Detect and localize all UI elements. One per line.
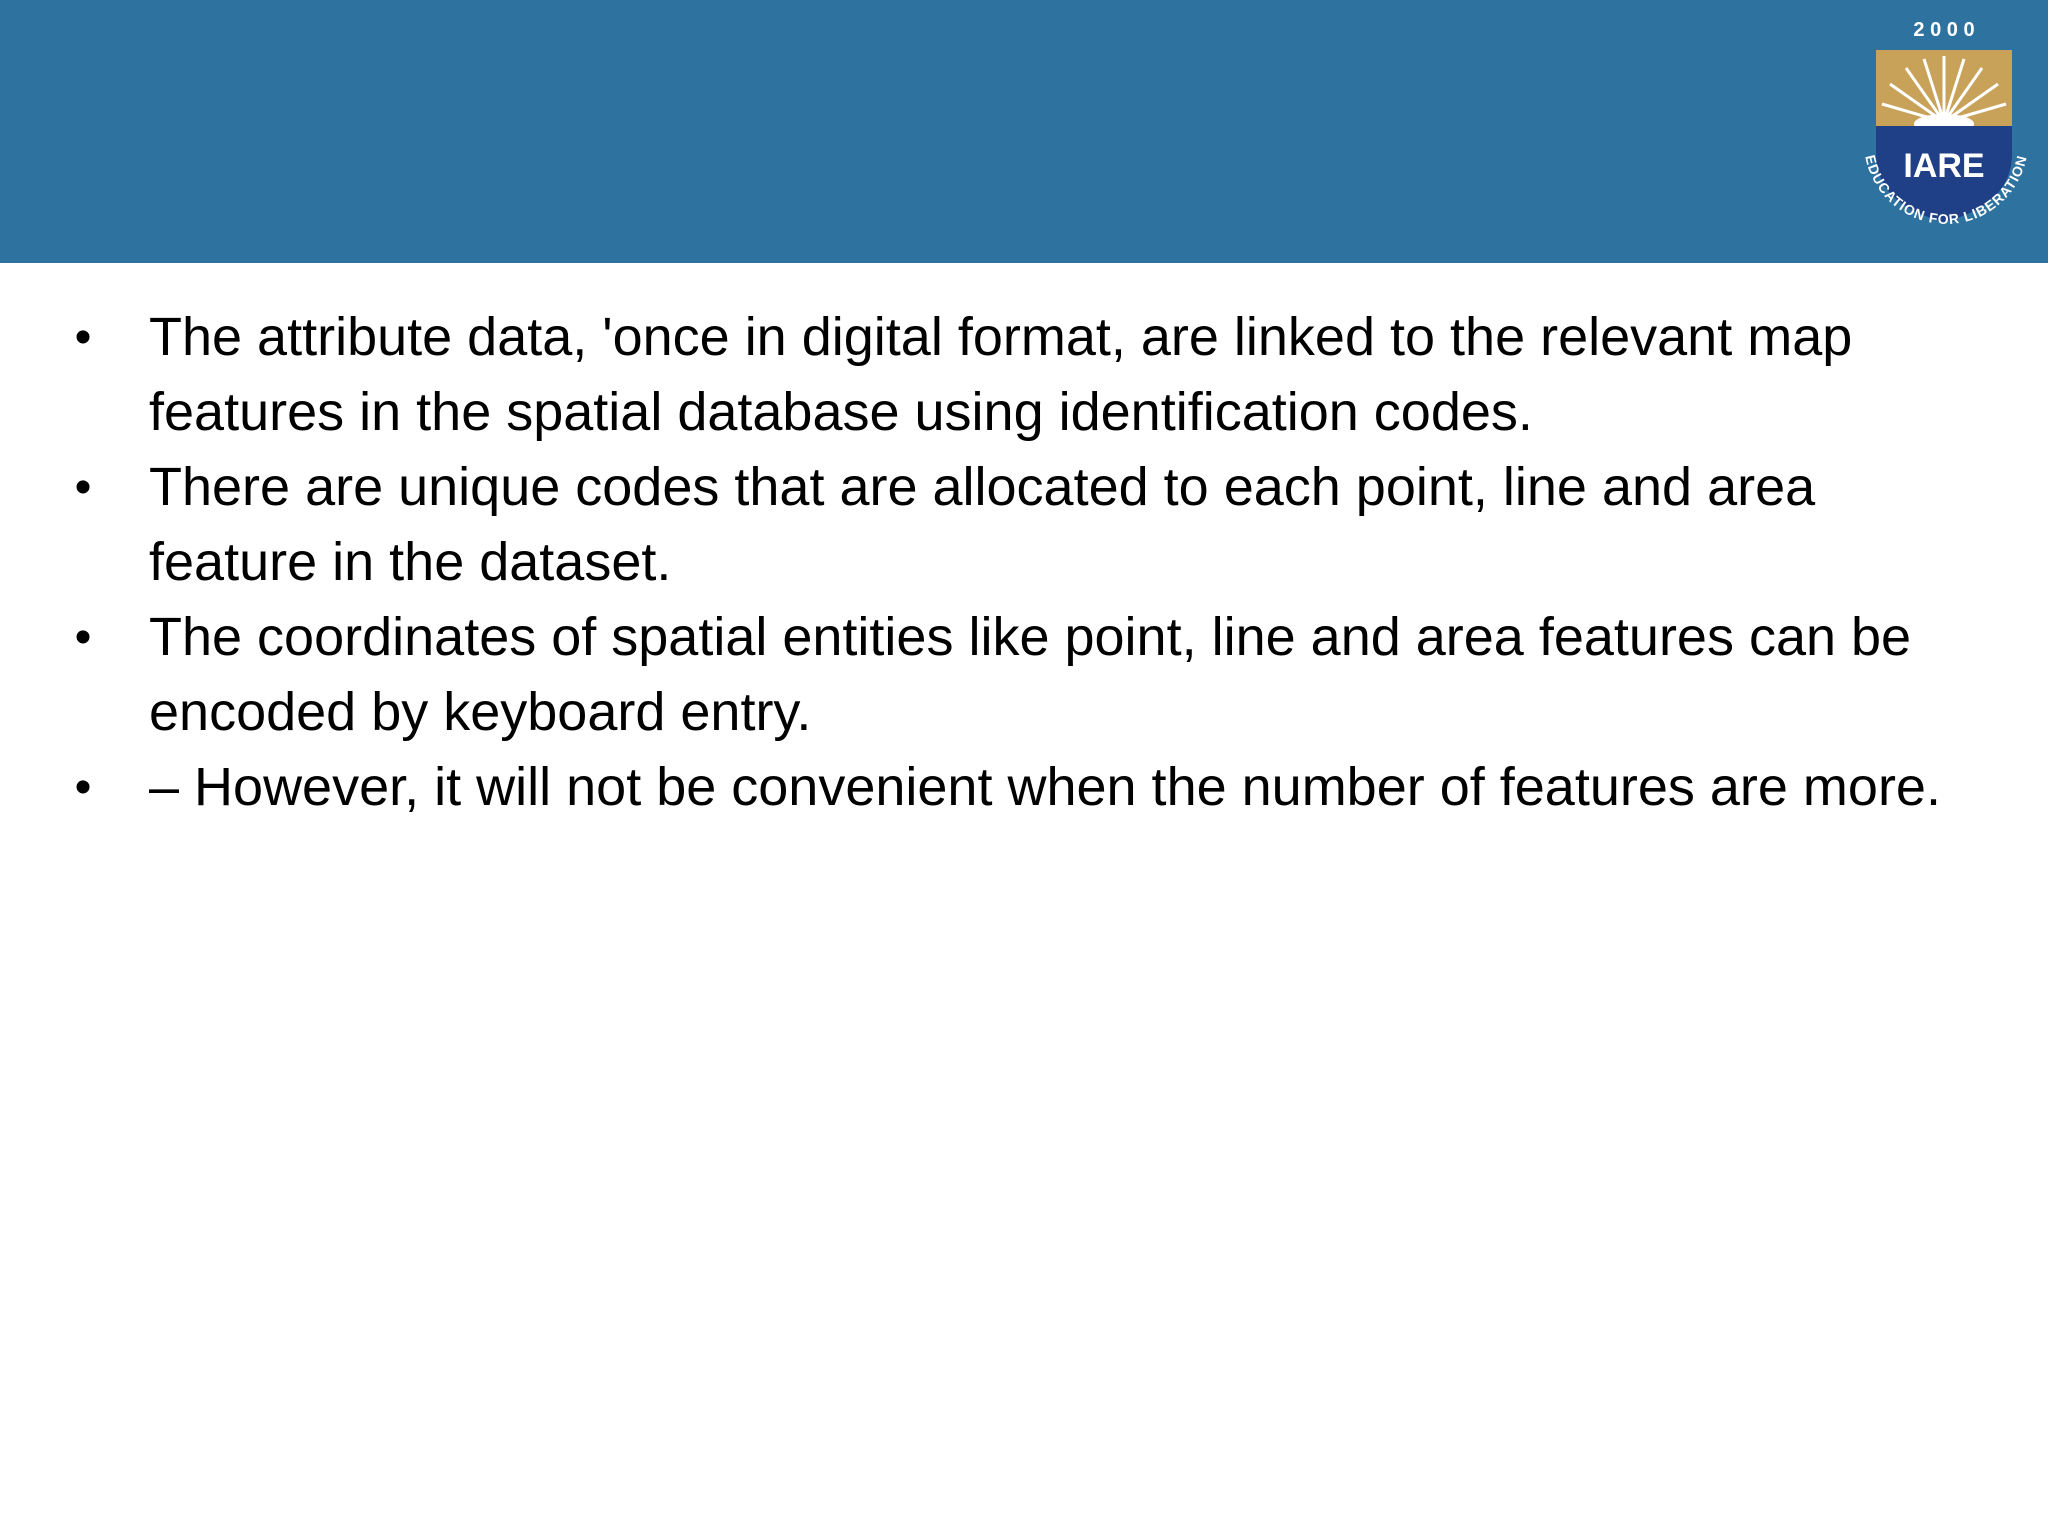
bullet-text: There are unique codes that are allocated to each point, line and area feature in the dataset. xyxy=(149,457,1816,592)
iare-logo xyxy=(1846,14,2042,240)
bullet-marker: • xyxy=(74,311,92,364)
bullet-marker: • xyxy=(74,761,92,814)
bullet-marker: • xyxy=(74,611,92,664)
bullet-list xyxy=(0,300,2048,825)
bullet-item xyxy=(0,750,2048,825)
logo-year: 2 0 0 0 xyxy=(1913,19,1975,41)
bullet-item xyxy=(0,450,2048,600)
bullet-marker: • xyxy=(74,461,92,514)
bullet-text: The attribute data, 'once in digital format, are linked to the relevant map features in the spatial database using identification codes. xyxy=(149,307,1853,442)
header-band xyxy=(0,0,2048,263)
slide-body xyxy=(0,300,2048,825)
logo-name: IARE xyxy=(1903,147,1985,185)
bullet-text: The coordinates of spatial entities like point, line and area features can be encoded by keyboard entry. xyxy=(149,607,1912,742)
bullet-text: – However, it will not be convenient when the number of features are more. xyxy=(149,757,1941,817)
bullet-item xyxy=(0,300,2048,450)
bullet-item xyxy=(0,600,2048,750)
logo-motto: EDUCATION FOR LIBERATION xyxy=(1862,153,2030,228)
